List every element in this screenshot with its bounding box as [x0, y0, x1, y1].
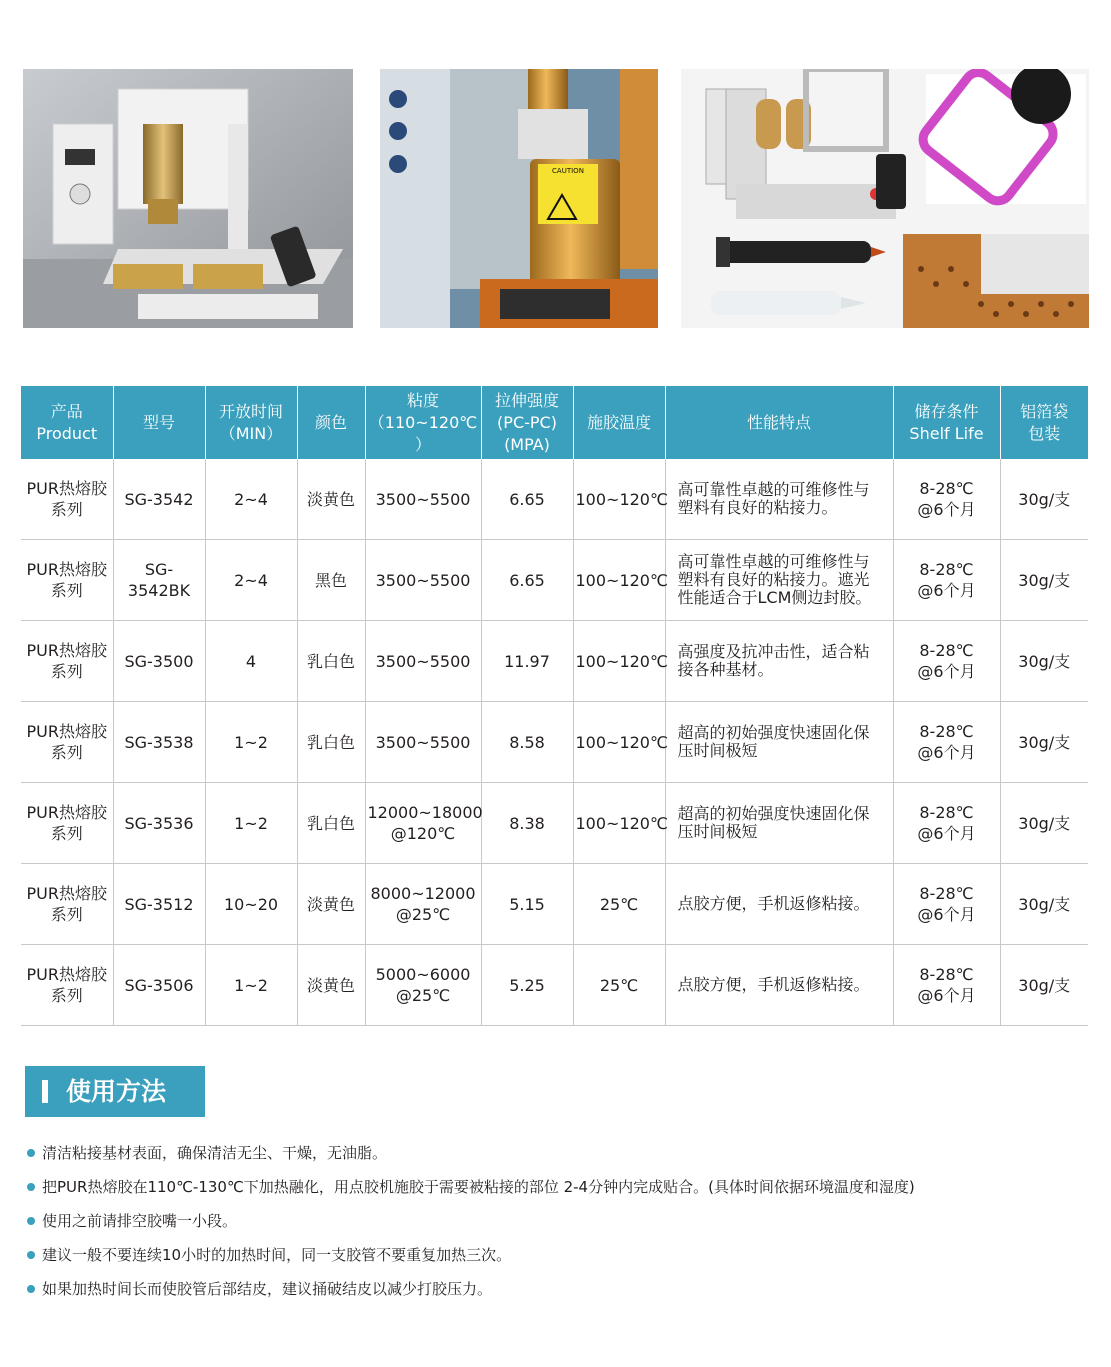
cell-product: PUR热熔胶 系列 — [21, 459, 113, 540]
cell-application-temp: 25℃ — [573, 945, 665, 1026]
cell-features: 超高的初始强度快速固化保压时间极短 — [665, 783, 893, 864]
cell-shelf-life: 8-28℃ @6个月 — [893, 945, 1000, 1026]
cell-tensile-strength: 6.65 — [481, 540, 573, 621]
cell-model: SG-3506 — [113, 945, 205, 1026]
cell-color: 淡黄色 — [297, 459, 365, 540]
cell-model: SG-3542 — [113, 459, 205, 540]
dispensing-machine-photo — [23, 69, 353, 328]
cell-color: 淡黄色 — [297, 864, 365, 945]
machine-and-cartridge-collage-photo — [681, 69, 1089, 328]
bullet-dot-icon — [27, 1149, 35, 1157]
cell-packaging: 30g/支 — [1000, 540, 1088, 621]
bullet-dot-icon — [27, 1251, 35, 1259]
bullet-dot-icon — [27, 1183, 35, 1191]
header-packaging: 铝箔袋 包装 — [1000, 386, 1088, 459]
table-row — [21, 702, 1088, 783]
cell-packaging: 30g/支 — [1000, 783, 1088, 864]
cell-features: 高可靠性卓越的可维修性与塑料有良好的粘接力。 — [665, 459, 893, 540]
dispenser-valve-closeup-photo — [380, 69, 658, 328]
cell-features: 超高的初始强度快速固化保压时间极短 — [665, 702, 893, 783]
bullet-dot-icon — [27, 1217, 35, 1225]
header-shelf-life: 储存条件 Shelf Life — [893, 386, 1000, 459]
cell-application-temp: 100~120℃ — [573, 459, 665, 540]
header-features: 性能特点 — [665, 386, 893, 459]
header-color: 颜色 — [297, 386, 365, 459]
bullet-dot-icon — [27, 1285, 35, 1293]
cell-application-temp: 100~120℃ — [573, 702, 665, 783]
cell-model: SG-3500 — [113, 621, 205, 702]
list-item — [27, 1211, 915, 1245]
cell-viscosity: 3500~5500 — [365, 459, 481, 540]
header-open-time: 开放时间 （MIN） — [205, 386, 297, 459]
cell-color: 乳白色 — [297, 783, 365, 864]
cell-viscosity: 5000~6000 @25℃ — [365, 945, 481, 1026]
cell-shelf-life: 8-28℃ @6个月 — [893, 783, 1000, 864]
cell-packaging: 30g/支 — [1000, 702, 1088, 783]
cell-packaging: 30g/支 — [1000, 459, 1088, 540]
cell-shelf-life: 8-28℃ @6个月 — [893, 864, 1000, 945]
cell-tensile-strength: 5.15 — [481, 864, 573, 945]
cell-features: 点胶方便，手机返修粘接。 — [665, 864, 893, 945]
cell-packaging: 30g/支 — [1000, 621, 1088, 702]
header-tensile-strength: 拉伸强度 (PC-PC) (MPA) — [481, 386, 573, 459]
table-row — [21, 864, 1088, 945]
cell-model: SG-3536 — [113, 783, 205, 864]
cell-application-temp: 25℃ — [573, 864, 665, 945]
cell-tensile-strength: 11.97 — [481, 621, 573, 702]
caution-label: CAUTION — [552, 167, 584, 175]
cell-product: PUR热熔胶 系列 — [21, 783, 113, 864]
cell-product: PUR热熔胶 系列 — [21, 945, 113, 1026]
cell-product: PUR热熔胶 系列 — [21, 702, 113, 783]
table-row — [21, 540, 1088, 621]
cell-features: 高强度及抗冲击性，适合粘接各种基材。 — [665, 621, 893, 702]
cell-application-temp: 100~120℃ — [573, 783, 665, 864]
usage-item-text: 清洁粘接基材表面，确保清洁无尘、干燥，无油脂。 — [42, 1144, 388, 1162]
cell-open-time: 1~2 — [205, 783, 297, 864]
cell-shelf-life: 8-28℃ @6个月 — [893, 459, 1000, 540]
usage-item-text: 把PUR热熔胶在110℃-130℃下加热融化，用点胶机施胶于需要被粘接的部位 2-4分钟内完成贴合。(具体时间依据环境温度和湿度) — [42, 1178, 915, 1196]
cell-shelf-life: 8-28℃ @6个月 — [893, 621, 1000, 702]
cell-features: 点胶方便，手机返修粘接。 — [665, 945, 893, 1026]
cell-model: SG-3542BK — [113, 540, 205, 621]
cell-viscosity: 8000~12000 @25℃ — [365, 864, 481, 945]
header-model: 型号 — [113, 386, 205, 459]
usage-section-heading — [25, 1066, 205, 1117]
cell-open-time: 1~2 — [205, 945, 297, 1026]
table-row — [21, 945, 1088, 1026]
cell-viscosity: 3500~5500 — [365, 540, 481, 621]
cell-model: SG-3512 — [113, 864, 205, 945]
cell-viscosity: 3500~5500 — [365, 621, 481, 702]
cell-shelf-life: 8-28℃ @6个月 — [893, 540, 1000, 621]
list-item — [27, 1279, 915, 1313]
cell-product: PUR热熔胶 系列 — [21, 540, 113, 621]
cell-product: PUR热熔胶 系列 — [21, 864, 113, 945]
usage-instructions-list — [27, 1143, 915, 1313]
cell-open-time: 2~4 — [205, 459, 297, 540]
table-row — [21, 783, 1088, 864]
usage-item-text: 建议一般不要连续10小时的加热时间，同一支胶管不要重复加热三次。 — [42, 1246, 512, 1264]
cell-tensile-strength: 8.58 — [481, 702, 573, 783]
cell-viscosity: 3500~5500 — [365, 702, 481, 783]
cell-application-temp: 100~120℃ — [573, 621, 665, 702]
cell-open-time: 10~20 — [205, 864, 297, 945]
cell-open-time: 2~4 — [205, 540, 297, 621]
cell-open-time: 4 — [205, 621, 297, 702]
cell-product: PUR热熔胶 系列 — [21, 621, 113, 702]
list-item — [27, 1143, 915, 1177]
cell-color: 黑色 — [297, 540, 365, 621]
list-item — [27, 1177, 915, 1211]
cell-shelf-life: 8-28℃ @6个月 — [893, 702, 1000, 783]
cell-color: 乳白色 — [297, 702, 365, 783]
cell-packaging: 30g/支 — [1000, 864, 1088, 945]
usage-item-text: 如果加热时间长而使胶管后部结皮，建议捅破结皮以减少打胶压力。 — [42, 1280, 493, 1298]
product-spec-table — [21, 386, 1088, 1026]
cell-viscosity: 12000~18000 @120℃ — [365, 783, 481, 864]
table-row — [21, 621, 1088, 702]
cell-tensile-strength: 8.38 — [481, 783, 573, 864]
cell-color: 乳白色 — [297, 621, 365, 702]
cell-packaging: 30g/支 — [1000, 945, 1088, 1026]
cell-application-temp: 100~120℃ — [573, 540, 665, 621]
cell-open-time: 1~2 — [205, 702, 297, 783]
header-product: 产品 Product — [21, 386, 113, 459]
cell-tensile-strength: 6.65 — [481, 459, 573, 540]
cell-color: 淡黄色 — [297, 945, 365, 1026]
table-header-row — [21, 386, 1088, 459]
cell-tensile-strength: 5.25 — [481, 945, 573, 1026]
usage-title: 使用方法 — [66, 1077, 167, 1106]
heading-accent-bar — [42, 1080, 48, 1103]
header-application-temp: 施胶温度 — [573, 386, 665, 459]
cell-features: 高可靠性卓越的可维修性与塑料有良好的粘接力。遮光性能适合于LCM侧边封胶。 — [665, 540, 893, 621]
cell-model: SG-3538 — [113, 702, 205, 783]
table-row — [21, 459, 1088, 540]
header-viscosity: 粘度 （110~120℃ ） — [365, 386, 481, 459]
list-item — [27, 1245, 915, 1279]
usage-item-text: 使用之前请排空胶嘴一小段。 — [42, 1212, 238, 1230]
